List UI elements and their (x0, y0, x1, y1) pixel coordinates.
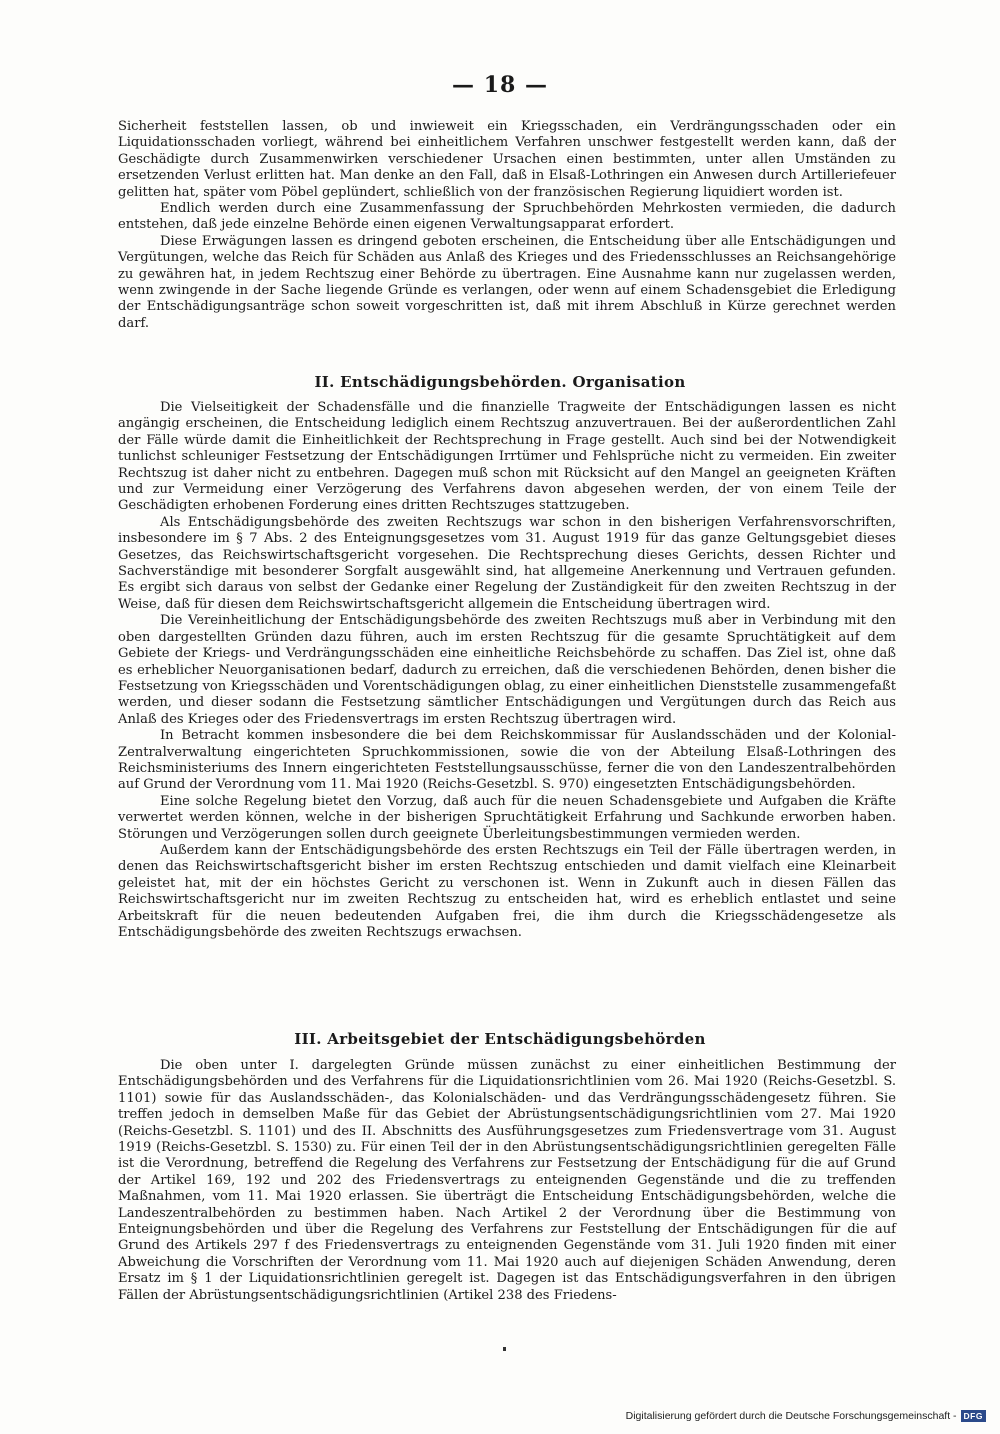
paragraph: Sicherheit feststellen lassen, ob und inwieweit ein Kriegsschaden, ein Verdrängungsschaden oder ein Liquidationsschaden vorliegt, während bei einheitlichem Verfahren unschwer festgestellt werden kann, daß der Geschädigte durch Zusammenwirken verschiedener Ursachen einen bestimmten, unter allen Umständen zu ersetzenden Verlust erlitten hat. Man denke an den Fall, daß in Elsaß-Lothringen ein Anwesen durch Artilleriefeuer gelitten hat, später vom Pöbel geplündert, schließlich von der französischen Regierung liquidiert worden ist. (118, 119, 896, 200)
footer (626, 1410, 986, 1422)
paragraph: Außerdem kann der Entschädigungsbehörde des ersten Rechtszugs ein Teil der Fälle übertragen werden, in denen das Reichswirtschaftsgericht bisher im ersten Rechtszug entschieden und damit vielfach eine Kleinarbeit geleistet hat, mit der ein höchstes Gericht zu verschonen ist. Wenn in Zukunft auch in diesen Fällen das Reichswirtschaftsgericht nur im zweiten Rechtszug zu entscheiden hat, wird es erheblich entlastet und seine Arbeitskraft für die neuen bedeutenden Aufgaben frei, die ihm durch die Kriegsschädengesetze als Entschädigungsbehörde des zweiten Rechtszugs erwachsen. (118, 842, 896, 940)
paragraph: Die Vielseitigkeit der Schadensfälle und die finanzielle Tragweite der Entschädigungen lassen es nicht angängig erscheinen, die Entscheidung lediglich einem Rechtszug anzuvertrauen. Bei der außerordentlichen Zahl der Fälle würde damit die Einheitlichkeit der Rechtsprechung in Frage gestellt. Auch sind bei der Notwendigkeit tunlichst schleuniger Festsetzung der Entschädigungen Irrtümer und Fehlsprüche nicht zu vermeiden. Ein zweiter Rechtszug ist daher nicht zu entbehren. Dagegen muß schon mit Rücksicht auf den Mangel an geeigneten Kräften und zur Vermeidung einer Verzögerung des Verfahrens davon abgesehen werden, der von einem Teile der Geschädigten erhobenen Forderung eines dritten Rechtszuges stattzugeben. (118, 400, 896, 514)
section-3-body (118, 1058, 896, 1304)
section-heading-2: II. Entschädigungsbehörden. Organisation (314, 373, 686, 391)
page-number: — 18 — (452, 72, 548, 98)
paragraph: In Betracht kommen insbesondere die bei dem Reichskommissar für Auslandsschäden und der Kolonial-Zentralverwaltung eingerichteten Spruchkommissionen, sowie die von der Abteilung Elsaß-Lothringen des Reichsministeriums des Innern eingerichteten Feststellungsausschüsse, ferner die von den Landeszentralbehörden auf Grund der Verordnung vom 11. Mai 1920 (Reichs-Gesetzbl. S. 970) eingesetzten Entschädigungsbehörden. (118, 728, 896, 793)
dfg-logo: DFG (961, 1410, 986, 1422)
section-1-body (118, 119, 896, 332)
footer-text: Digitalisierung gefördert durch die Deutsche Forschungsgemeinschaft - (625, 1410, 957, 1422)
paragraph: Als Entschädigungsbehörde des zweiten Rechtszugs war schon in den bisherigen Verfahrensvorschriften, insbesondere im § 7 Abs. 2 des Enteignungsgesetzes vom 31. August 1919 für das ganze Geltungsgebiet dieses Gesetzes, das Reichswirtschaftsgericht vorgesehen. Die Rechtsprechung dieses Gerichts, dessen Richter und Sachverständige mit besonderer Sorgfalt ausgewählt sind, hat allgemeine Anerkennung und Vertrauen gefunden. Es ergibt sich daraus von selbst der Gedanke einer Regelung der Zuständigkeit für den zweiten Rechtszug in der Weise, daß für diesen dem Reichswirtschaftsgericht allgemein die Entscheidung übertragen wird. (118, 514, 896, 612)
paragraph: Diese Erwägungen lassen es dringend geboten erscheinen, die Entscheidung über alle Entschädigungen und Vergütungen, welche das Reich für Schäden aus Anlaß des Krieges und des Friedensschlusses an Reichsangehörige zu gewähren hat, in jedem Rechtszug einer Behörde zu übertragen. Eine Ausnahme kann nur zugelassen werden, wenn zwingende in der Sache liegende Gründe es verlangen, oder wenn auf einem Schadensgebiet die Erledigung der Entschädigungsanträge schon soweit vorgeschritten ist, daß mit ihrem Abschluß in Kürze gerechnet werden darf. (118, 233, 896, 331)
print-speck (503, 1347, 506, 1351)
paragraph: Die Vereinheitlichung der Entschädigungsbehörde des zweiten Rechtszugs muß aber in Verbindung mit den oben dargestellten Gründen dazu führen, auch im ersten Rechtszug für die gesamte Spruchtätigkeit auf dem Gebiete der Kriegs- und Verdrängungsschäden eine einheitliche Reichsbehörde zu schaffen. Das Ziel ist, ohne daß es erheblicher Neuorganisationen bedarf, dadurch zu erreichen, daß die verschiedenen Behörden, denen bisher die Festsetzung von Kriegsschäden und Vorentschädigungen oblag, zu einer einheitlichen Dienststelle zusammengefaßt werden, und dieser sodann die Festsetzung sämtlicher Entschädigungen und Vergütungen durch das Reich aus Anlaß des Krieges oder des Friedensvertrags im ersten Rechtszug übertragen wird. (118, 613, 896, 727)
section-heading-3: III. Arbeitsgebiet der Entschädigungsbehörden (294, 1030, 706, 1048)
section-2-body (118, 400, 896, 941)
paragraph: Die oben unter I. dargelegten Gründe müssen zunächst zu einer einheitlichen Bestimmung der Entschädigungsbehörden und des Verfahrens für die Liquidationsrichtlinien vom 26. Mai 1920 (Reichs-Gesetzbl. S. 1101) sowie für das Auslandsschäden-, das Kolonialschäden- und das Verdrängungsschädengesetz führen. Sie treffen jedoch in demselben Maße für das Gebiet der Abrüstungsentschädigungsrichtlinien vom 27. Mai 1920 (Reichs-Gesetzbl. S. 1101) und des II. Abschnitts des Ausführungsgesetzes zum Friedensvertrage vom 31. August 1919 (Reichs-Gesetzbl. S. 1530) zu. Für einen Teil der in den Abrüstungsentschädigungsrichtlinien geregelten Fälle ist die Verordnung, betreffend die Regelung des Verfahrens zur Festsetzung der Entschädigung für die auf Grund der Artikel 169, 192 und 202 des Friedensvertrags zu enteignenden Gegenstände und die zu treffenden Maßnahmen, vom 11. Mai 1920 erlassen. Sie überträgt die Entscheidung Entschädigungsbehörden, welche die Landeszentralbehörden zu bestimmen haben. Nach Artikel 2 der Verordnung über die Bestimmung von Enteignungsbehörden und über die Regelung des Verfahrens zur Feststellung der Entschädigungen für die auf Grund des Artikels 297 f des Friedensvertrags zu enteignenden Gegenstände vom 31. Juli 1920 finden mit einer Abweichung die Vorschriften der Verordnung vom 11. Mai 1920 auch auf diejenigen Schäden Anwendung, deren Ersatz im § 1 der Liquidationsrichtlinien geregelt ist. Dagegen ist das Entschädigungsverfahren in den übrigen Fällen der Abrüstungsentschädigungsrichtlinien (Artikel 238 des Friedens- (118, 1058, 896, 1303)
paragraph: Eine solche Regelung bietet den Vorzug, daß auch für die neuen Schadensgebiete und Aufgaben die Kräfte verwertet werden können, welche in der bisherigen Spruchtätigkeit Erfahrung und Sachkunde erworben haben. Störungen und Verzögerungen sollen durch geeignete Überleitungsbestimmungen vermieden werden. (118, 793, 896, 842)
paragraph: Endlich werden durch eine Zusammenfassung der Spruchbehörden Mehrkosten vermieden, die dadurch entstehen, daß jede einzelne Behörde einen eigenen Verwaltungsapparat erfordert. (118, 201, 896, 233)
